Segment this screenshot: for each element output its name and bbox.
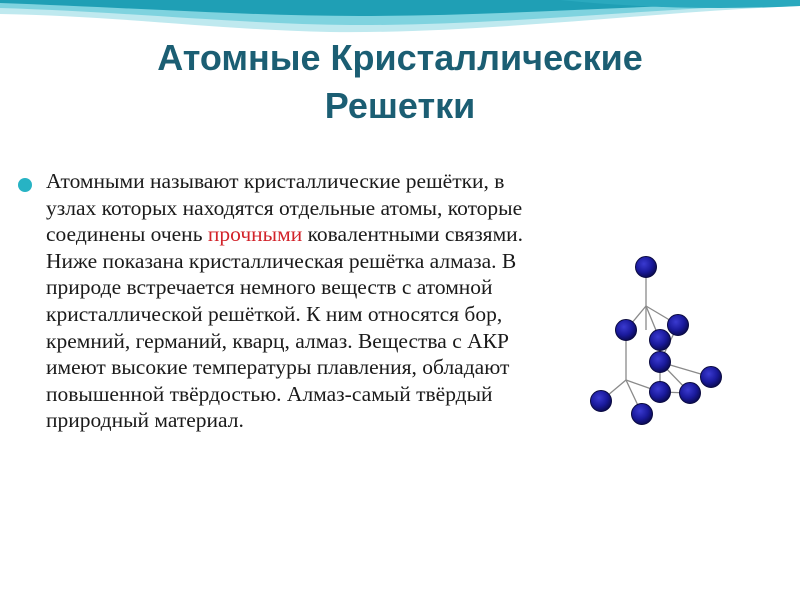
- slide-title: [40, 34, 760, 130]
- body-paragraph: [46, 168, 546, 434]
- atom: [632, 404, 653, 425]
- round-bullet-icon: [18, 178, 32, 192]
- paragraph-text-part-1: Атомными называют кристаллические решётки, в узлах которых находятся отдельные атомы, которые соединены очень: [46, 169, 523, 247]
- diamond-crystal-lattice: [580, 245, 730, 440]
- lattice-atoms: [591, 257, 722, 425]
- atom: [650, 352, 671, 373]
- atom: [591, 391, 612, 412]
- atom: [616, 320, 637, 341]
- atom: [668, 315, 689, 336]
- slide-title-line-2: Решетки: [324, 85, 476, 126]
- atom: [636, 257, 657, 278]
- atom: [680, 383, 701, 404]
- atom: [650, 330, 671, 351]
- atom: [701, 367, 722, 388]
- highlighted-word: прочными: [207, 222, 303, 247]
- slide-title-line-1: Атомные Кристаллические: [157, 37, 643, 78]
- atom: [650, 382, 671, 403]
- paragraph-text-part-2: ковалентными связями. Ниже показана кристаллическая решётка алмаза. В природе встречается немного веществ с атомной кристаллической решёткой. К ним относятся бор, кремний, германий, кварц, алмаз. Вещества с АКР имеют высокие температуры плавления, обладают повышенной твёрдостью. Алмаз-самый твёрдый природный материал.: [46, 222, 524, 433]
